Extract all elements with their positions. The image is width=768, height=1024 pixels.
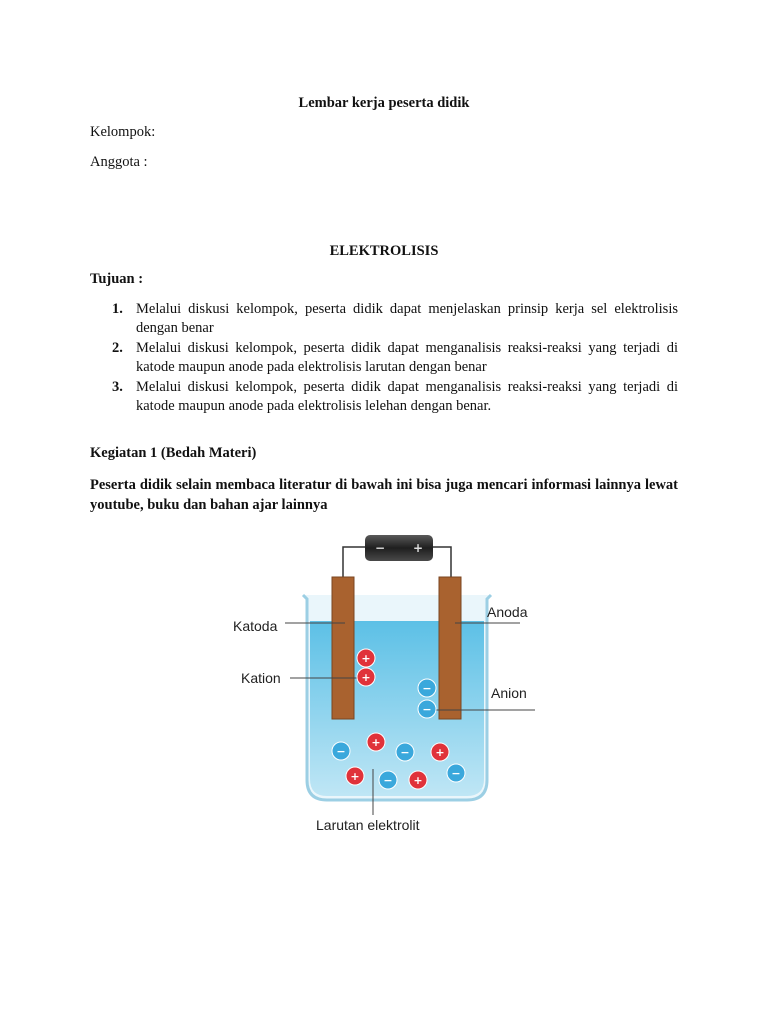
battery-plus-sign: + xyxy=(412,541,424,555)
anion xyxy=(447,764,465,782)
anion xyxy=(396,743,414,761)
svg-text:−: − xyxy=(336,745,346,758)
cation xyxy=(357,668,375,686)
anion xyxy=(418,679,436,697)
goal-number: 1. xyxy=(112,301,123,317)
svg-text:+: + xyxy=(371,736,381,749)
svg-text:−: − xyxy=(422,703,432,716)
activity-heading: Kegiatan 1 (Bedah Materi) xyxy=(90,445,257,461)
svg-text:+: + xyxy=(435,746,445,759)
goal-item xyxy=(90,378,678,417)
goals-list xyxy=(90,300,678,416)
anion-label: Anion xyxy=(491,685,527,701)
group-field: Kelompok: xyxy=(90,124,156,140)
anion xyxy=(379,771,397,789)
cation xyxy=(409,771,427,789)
goal-item xyxy=(90,339,678,378)
larutan-label: Larutan elektrolit xyxy=(316,817,420,833)
goal-number: 2. xyxy=(112,339,123,356)
electrolysis-cell-diagram xyxy=(215,525,545,845)
svg-text:+: + xyxy=(361,652,371,665)
goals-heading: Tujuan : xyxy=(90,271,144,287)
katoda-label: Katoda xyxy=(233,618,278,634)
worksheet-title: Lembar kerja peserta didik xyxy=(298,95,470,111)
svg-text:−: − xyxy=(400,746,410,759)
topic-title: ELEKTROLISIS xyxy=(329,243,439,259)
goal-number: 3. xyxy=(112,378,123,395)
goal-text: Melalui diskusi kelompok, peserta didik dapat menjelaskan prinsip kerja sel elektrolisis dengan benar xyxy=(136,301,678,337)
svg-text:−: − xyxy=(451,767,461,780)
kation-label: Kation xyxy=(241,670,281,686)
svg-text:−: − xyxy=(422,682,432,695)
anode-electrode xyxy=(439,577,461,719)
svg-text:+: + xyxy=(361,671,371,684)
svg-text:−: − xyxy=(383,774,393,787)
goal-text: Melalui diskusi kelompok, peserta didik dapat menganalisis reaksi-reaksi yang terjadi di katode maupun anode pada elektrolisis lelehan dengan benar. xyxy=(136,378,678,415)
battery-minus-sign: − xyxy=(374,541,386,555)
svg-text:+: + xyxy=(350,770,360,783)
anoda-label: Anoda xyxy=(487,604,528,620)
goal-item xyxy=(90,300,678,339)
cation xyxy=(431,743,449,761)
goal-text: Melalui diskusi kelompok, peserta didik dapat menganalisis reaksi-reaksi yang terjadi di katode maupun anode pada elektrolisis larutan dengan benar xyxy=(136,339,678,376)
cation xyxy=(367,733,385,751)
anion xyxy=(332,742,350,760)
members-field: Anggota : xyxy=(90,154,148,170)
svg-text:+: + xyxy=(413,774,423,787)
activity-intro: Peserta didik selain membaca literatur di bawah ini bisa juga mencari informasi lainnya lewat youtube, buku dan bahan ajar lainnya xyxy=(90,477,678,513)
anion xyxy=(418,700,436,718)
cathode-electrode xyxy=(332,577,354,719)
cation xyxy=(357,649,375,667)
cation xyxy=(346,767,364,785)
